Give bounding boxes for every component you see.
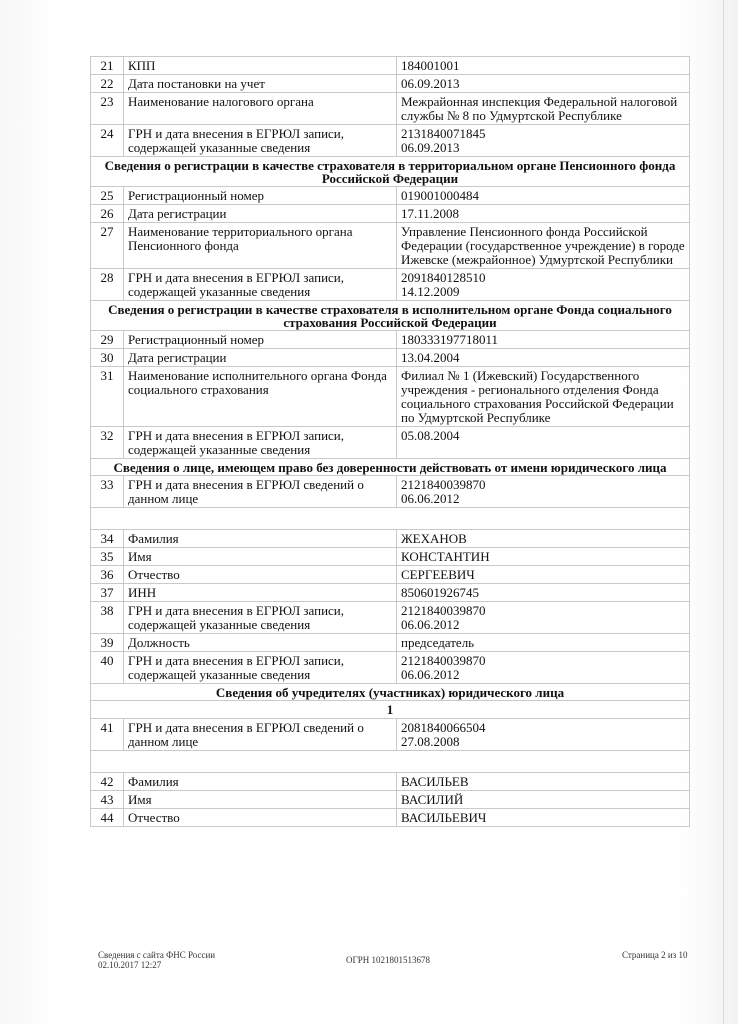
- table-row: [91, 223, 690, 269]
- blank-cell: [91, 751, 690, 773]
- rows-f: [91, 719, 690, 751]
- rows-g: [91, 773, 690, 827]
- footer-source: [98, 950, 258, 970]
- blank-row: [91, 751, 690, 773]
- field-value-primary: 850601926745: [401, 585, 479, 600]
- field-value: [397, 791, 690, 809]
- row-number: 43: [91, 791, 124, 809]
- field-value-primary: 2121840039870: [401, 653, 486, 668]
- field-label: ГРН и дата внесения в ЕГРЮЛ записи, содержащей указанные сведения: [124, 427, 397, 459]
- table-row: [91, 367, 690, 427]
- field-value: [397, 652, 690, 684]
- field-label: Наименование налогового органа: [124, 93, 397, 125]
- field-label: Фамилия: [124, 773, 397, 791]
- field-value-date: 06.09.2013: [401, 140, 460, 155]
- row-number: 23: [91, 93, 124, 125]
- table-row: [91, 269, 690, 301]
- field-label: Отчество: [124, 809, 397, 827]
- section-heading-pfr: Сведения о регистрации в качестве страхователя в территориальном органе Пенсионного фонда Российской Федерации: [91, 157, 690, 187]
- row-number: 21: [91, 57, 124, 75]
- table-row: [91, 791, 690, 809]
- section-row: [91, 157, 690, 187]
- field-value: [397, 367, 690, 427]
- founder-index-row: [91, 701, 690, 719]
- section-heading-fss: Сведения о регистрации в качестве страхователя в исполнительном органе Фонда социального страхования Российской Федерации: [91, 301, 690, 331]
- table-row: [91, 476, 690, 508]
- row-number: 29: [91, 331, 124, 349]
- field-label: Регистрационный номер: [124, 331, 397, 349]
- field-label: Дата регистрации: [124, 205, 397, 223]
- row-number: 42: [91, 773, 124, 791]
- table-row: [91, 548, 690, 566]
- table-row: [91, 634, 690, 652]
- field-value-primary: ЖЕХАНОВ: [401, 531, 467, 546]
- field-value-date: 27.08.2008: [401, 734, 460, 749]
- page-edge: [723, 0, 724, 1024]
- row-number: 38: [91, 602, 124, 634]
- field-label: ГРН и дата внесения в ЕГРЮЛ записи, содержащей указанные сведения: [124, 269, 397, 301]
- section-heading-founders: Сведения об учредителях (участниках) юридического лица: [91, 684, 690, 701]
- rows-c: [91, 331, 690, 459]
- section-row: [91, 684, 690, 701]
- field-value: [397, 566, 690, 584]
- founder-index: 1: [91, 701, 690, 719]
- field-value-primary: 05.08.2004: [401, 428, 460, 443]
- field-value: [397, 125, 690, 157]
- field-value: [397, 809, 690, 827]
- field-value-primary: ВАСИЛИЙ: [401, 792, 464, 807]
- row-number: 44: [91, 809, 124, 827]
- field-value: [397, 269, 690, 301]
- footer-page-number: Страница 2 из 10: [622, 950, 688, 960]
- row-number: 24: [91, 125, 124, 157]
- field-value-primary: 180333197718011: [401, 332, 499, 347]
- table-row: [91, 93, 690, 125]
- field-value-date: 06.06.2012: [401, 617, 460, 632]
- field-label: Имя: [124, 548, 397, 566]
- section-heading-person: Сведения о лице, имеющем право без доверенности действовать от имени юридического лица: [91, 459, 690, 476]
- footer-ogrn: ОГРН 1021801513678: [346, 955, 430, 965]
- field-label: Регистрационный номер: [124, 187, 397, 205]
- field-label: ГРН и дата внесения в ЕГРЮЛ записи, содержащей указанные сведения: [124, 602, 397, 634]
- table-row: [91, 331, 690, 349]
- row-number: 35: [91, 548, 124, 566]
- field-label: Должность: [124, 634, 397, 652]
- table-row: [91, 719, 690, 751]
- table-row: [91, 584, 690, 602]
- row-number: 26: [91, 205, 124, 223]
- field-value-primary: 2091840128510: [401, 270, 486, 285]
- field-value-primary: 13.04.2004: [401, 350, 460, 365]
- table-row: [91, 566, 690, 584]
- field-value: [397, 75, 690, 93]
- footer-source-line2: 02.10.2017 12:27: [98, 960, 162, 970]
- field-value: [397, 773, 690, 791]
- table-row: [91, 75, 690, 93]
- field-label: Фамилия: [124, 530, 397, 548]
- table-row: [91, 427, 690, 459]
- table-row: [91, 602, 690, 634]
- field-value: [397, 427, 690, 459]
- table-row: [91, 349, 690, 367]
- row-number: 25: [91, 187, 124, 205]
- row-number: 34: [91, 530, 124, 548]
- table-row: [91, 773, 690, 791]
- field-label: Отчество: [124, 566, 397, 584]
- field-value-primary: 2081840066504: [401, 720, 486, 735]
- row-number: 33: [91, 476, 124, 508]
- field-value-primary: ВАСИЛЬЕВ: [401, 774, 469, 789]
- row-number: 41: [91, 719, 124, 751]
- field-value: [397, 349, 690, 367]
- field-value-primary: 06.09.2013: [401, 76, 460, 91]
- field-value-primary: 2131840071845: [401, 126, 486, 141]
- field-value-primary: 2121840039870: [401, 477, 486, 492]
- field-value-primary: председатель: [401, 635, 475, 650]
- field-value-date: 06.06.2012: [401, 667, 460, 682]
- field-label: Наименование территориального органа Пенсионного фонда: [124, 223, 397, 269]
- field-value-primary: ВАСИЛЬЕВИЧ: [401, 810, 487, 825]
- field-value-primary: 019001000484: [401, 188, 479, 203]
- section-row: [91, 301, 690, 331]
- row-number: 37: [91, 584, 124, 602]
- table-row: [91, 125, 690, 157]
- field-label: Дата регистрации: [124, 349, 397, 367]
- field-value-primary: 2121840039870: [401, 603, 486, 618]
- field-value: [397, 205, 690, 223]
- field-value: [397, 476, 690, 508]
- field-value-primary: 17.11.2008: [401, 206, 460, 221]
- table-row: [91, 57, 690, 75]
- field-value: [397, 331, 690, 349]
- field-value-date: 14.12.2009: [401, 284, 460, 299]
- field-value: [397, 634, 690, 652]
- field-value: [397, 548, 690, 566]
- field-value-primary: 184001001: [401, 58, 460, 73]
- field-label: Наименование исполнительного органа Фонда социального страхования: [124, 367, 397, 427]
- field-value: [397, 719, 690, 751]
- row-number: 31: [91, 367, 124, 427]
- row-number: 28: [91, 269, 124, 301]
- field-label: ГРН и дата внесения в ЕГРЮЛ сведений о данном лице: [124, 719, 397, 751]
- field-value-date: 06.06.2012: [401, 491, 460, 506]
- field-value: [397, 57, 690, 75]
- row-number: 22: [91, 75, 124, 93]
- section-row: [91, 459, 690, 476]
- field-label: ГРН и дата внесения в ЕГРЮЛ записи, содержащей указанные сведения: [124, 125, 397, 157]
- field-value-primary: Межрайонная инспекция Федеральной налоговой службы № 8 по Удмуртской Республике: [401, 94, 678, 123]
- field-value-primary: Филиал № 1 (Ижевский) Государственного учреждения - регионального отделения Фонда социального страхования Российской Федерации по Удмуртской Республике: [401, 368, 674, 425]
- row-number: 27: [91, 223, 124, 269]
- field-label: ИНН: [124, 584, 397, 602]
- table-row: [91, 652, 690, 684]
- field-label: КПП: [124, 57, 397, 75]
- field-value: [397, 602, 690, 634]
- blank-cell: [91, 508, 690, 530]
- egrul-extract-table: [90, 56, 690, 827]
- rows-d: [91, 476, 690, 508]
- field-value: [397, 187, 690, 205]
- field-label: ГРН и дата внесения в ЕГРЮЛ сведений о данном лице: [124, 476, 397, 508]
- row-number: 36: [91, 566, 124, 584]
- field-value-primary: КОНСТАНТИН: [401, 549, 490, 564]
- field-value: [397, 93, 690, 125]
- rows-b: [91, 187, 690, 301]
- row-number: 40: [91, 652, 124, 684]
- row-number: 32: [91, 427, 124, 459]
- field-value: [397, 223, 690, 269]
- field-value: [397, 530, 690, 548]
- table-row: [91, 187, 690, 205]
- blank-row: [91, 508, 690, 530]
- rows-e: [91, 530, 690, 684]
- rows-a: [91, 57, 690, 157]
- table-row: [91, 530, 690, 548]
- field-value: [397, 584, 690, 602]
- field-label: Имя: [124, 791, 397, 809]
- field-label: Дата постановки на учет: [124, 75, 397, 93]
- field-value-primary: СЕРГЕЕВИЧ: [401, 567, 475, 582]
- field-label: ГРН и дата внесения в ЕГРЮЛ записи, содержащей указанные сведения: [124, 652, 397, 684]
- table-row: [91, 205, 690, 223]
- field-value-primary: Управление Пенсионного фонда Российской Федерации (государственное учреждение) в городе Ижевске (межрайонное) Удмуртской Республики: [401, 224, 685, 267]
- footer-source-line1: Сведения с сайта ФНС России: [98, 950, 216, 960]
- row-number: 39: [91, 634, 124, 652]
- table-row: [91, 809, 690, 827]
- row-number: 30: [91, 349, 124, 367]
